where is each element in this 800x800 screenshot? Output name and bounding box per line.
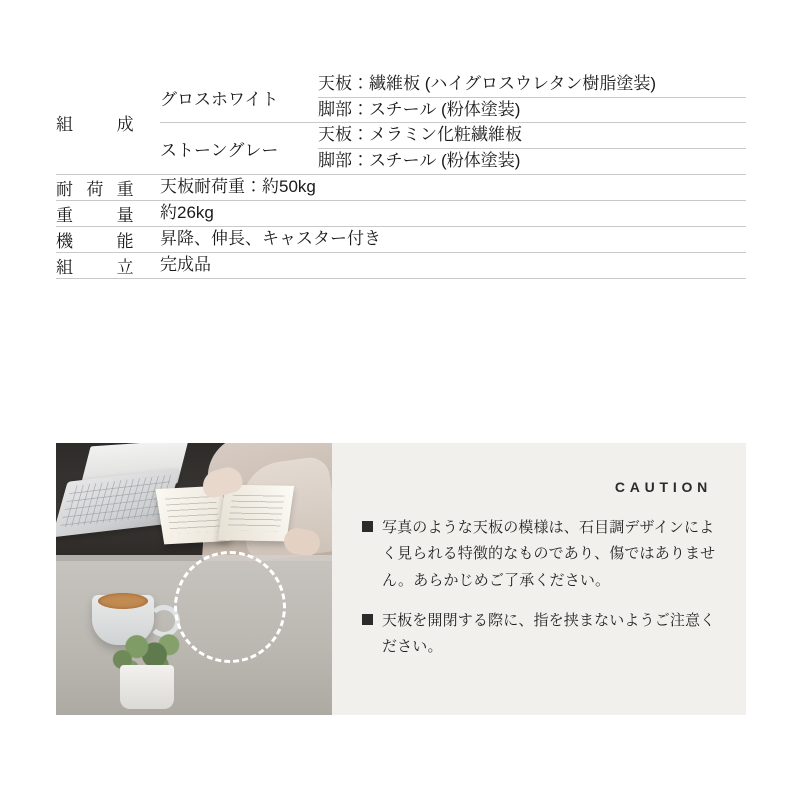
spec-value-stone-gray-leg: 脚部：スチール (粉体塗装) bbox=[318, 148, 746, 174]
table-row bbox=[56, 72, 746, 97]
spec-value-stone-gray-top: 天板：メラミン化粧繊維板 bbox=[318, 123, 746, 149]
table-row bbox=[56, 123, 746, 149]
spec-value-assembly: 完成品 bbox=[160, 252, 746, 278]
spec-value-load-capacity: 天板耐荷重：約50kg bbox=[160, 174, 746, 200]
spec-variant-gloss-white: グロスホワイト bbox=[160, 89, 279, 109]
spec-value-weight: 約26kg bbox=[160, 200, 746, 226]
caution-item-text-1: 写真のような天板の模様は、石目調デザインによく見られる特徴的なものであり、傷ではありません。あらかじめご了承ください。 bbox=[382, 519, 716, 589]
caution-list-item bbox=[362, 515, 720, 594]
table-row bbox=[56, 252, 746, 278]
table-row bbox=[56, 200, 746, 226]
caution-panel bbox=[332, 443, 746, 715]
square-bullet-icon bbox=[362, 521, 373, 532]
spec-value-gloss-white-top: 天板：繊維板 (ハイグロスウレタン樹脂塗装) bbox=[318, 74, 657, 93]
spec-label-function: 機能 bbox=[56, 226, 160, 252]
spec-table bbox=[56, 72, 746, 279]
table-row bbox=[56, 226, 746, 252]
photo-coffee-liquid bbox=[98, 593, 148, 609]
spec-label-assembly: 組立 bbox=[56, 252, 160, 278]
dashed-circle-highlight-icon bbox=[174, 551, 286, 663]
spec-label-composition: 組成 bbox=[56, 115, 134, 135]
spec-variant-stone-gray: ストーングレー bbox=[160, 123, 318, 174]
caution-list-item bbox=[362, 608, 720, 661]
spec-label-weight: 重量 bbox=[56, 200, 160, 226]
spec-label-load-capacity: 耐荷重 bbox=[56, 174, 160, 200]
spec-value-function: 昇降、伸長、キャスター付き bbox=[160, 226, 746, 252]
caution-item-text-2: 天板を開閉する際に、指を挟まないようご注意ください。 bbox=[382, 611, 716, 655]
caution-title: CAUTION bbox=[614, 479, 712, 495]
square-bullet-icon bbox=[362, 614, 373, 625]
spec-value-gloss-white-leg: 脚部：スチール (粉体塗装) bbox=[318, 97, 746, 123]
lifestyle-photo bbox=[56, 443, 332, 715]
table-row bbox=[56, 174, 746, 200]
photo-plant-pot bbox=[120, 665, 174, 709]
caution-section bbox=[56, 443, 746, 715]
